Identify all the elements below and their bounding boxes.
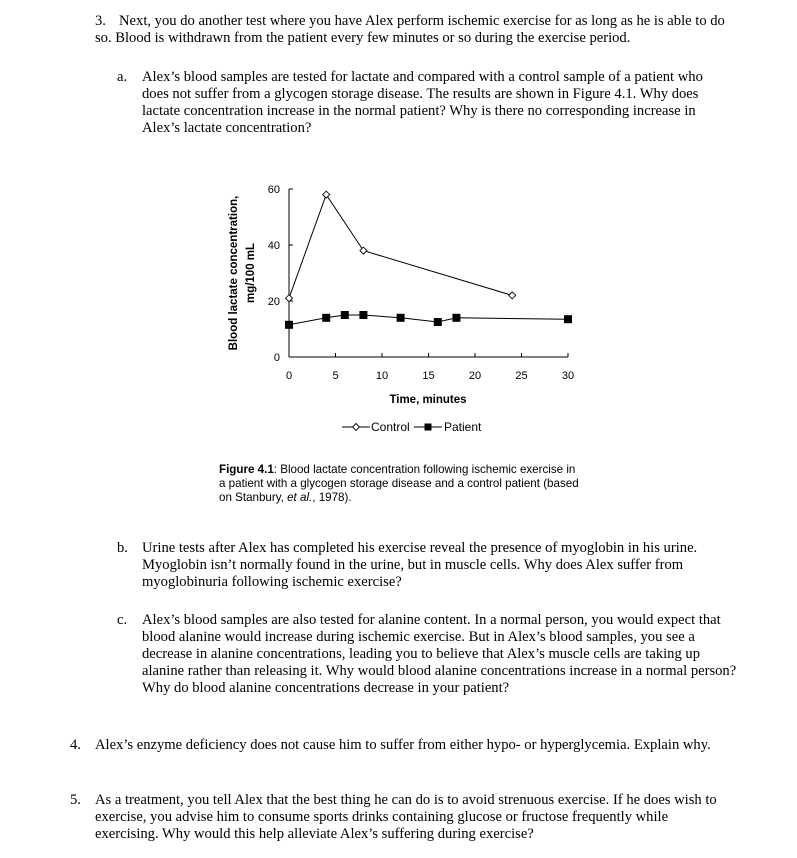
question-5-text: As a treatment, you tell Alex that the best thing he can do is to avoid strenuous exercise. If he does wish to exercise, you advise him to consume sports drinks containing glucose or fructose frequently while exercising. Why would this help alleviate Alex’s suffering during exercise? [95, 792, 717, 842]
question-3c-text: Alex’s blood samples are also tested for alanine content. In a normal person, you would expect that blood alanine would increase during ischemic exercise. But in Alex’s blood samples, you see a decrease in alanine concentrations, leading you to believe that Alex’s muscle cells are taking up alanine rather than releasing it. Why would blood alanine concentrations increase in a normal person? Why do blood alanine concentrations decrease in your patient? [142, 612, 737, 696]
patient-point [434, 318, 442, 326]
question-3-number: 3. [95, 13, 106, 29]
patient-point [564, 315, 572, 323]
x-axis-label: Time, minutes [389, 394, 467, 406]
y-tick-label: 40 [267, 240, 280, 252]
figure-caption-etal: et al. [287, 491, 313, 504]
legend-patient-marker [425, 424, 432, 431]
question-3c-marker: c. [117, 612, 128, 628]
control-point [509, 292, 516, 299]
figure-caption-text-2: , 1978). [312, 491, 352, 504]
x-tick-label: 0 [285, 370, 293, 382]
figure-caption-text-1: : Blood lactate concentration following ischemic exercise in a patient with a glycogen storage disease and a control patient (based on Stanbury, [219, 463, 579, 504]
chart-ticks [268, 184, 574, 382]
question-4 [70, 737, 735, 754]
question-3b-marker: b. [117, 540, 128, 556]
patient-line [289, 315, 568, 325]
question-3b [117, 540, 732, 591]
control-line [289, 195, 512, 299]
y-tick-label: 0 [273, 352, 280, 364]
chart-legend [342, 420, 482, 434]
question-3c [117, 612, 742, 697]
y-tick-label: 60 [267, 184, 280, 196]
chart-series [285, 191, 572, 329]
question-3-text: Next, you do another test where you have Alex perform ischemic exercise for as long as he is able to do so. Blood is withdrawn from the patient every few minutes or so during the exercise period. [95, 13, 725, 46]
figure-caption [219, 463, 579, 505]
series-patient [285, 311, 572, 329]
question-4-text: Alex’s enzyme deficiency does not cause him to suffer from either hypo- or hyperglycemia. Explain why. [95, 737, 711, 753]
legend-control-label: Control [371, 420, 410, 434]
patient-point [285, 321, 293, 329]
y-axis-label-line1: Blood lactate concentration, [228, 195, 240, 351]
x-tick-label: 25 [515, 370, 528, 382]
question-4-number: 4. [70, 737, 81, 753]
control-point [360, 247, 367, 254]
control-point [323, 191, 330, 198]
y-axis-label-line2: mg/100 mL [245, 242, 257, 304]
patient-point [359, 311, 367, 319]
legend-patient-label: Patient [444, 420, 482, 434]
patient-point [322, 314, 330, 322]
y-tick-label: 20 [267, 296, 280, 308]
x-tick-label: 15 [422, 370, 435, 382]
legend-control-marker [353, 424, 360, 431]
x-tick-label: 10 [375, 370, 389, 382]
chart-axes [289, 189, 568, 357]
series-control [286, 191, 516, 302]
patient-point [341, 311, 349, 319]
question-3b-text: Urine tests after Alex has completed his exercise reveal the presence of myoglobin in his urine. Myoglobin isn’t normally found in the urine, but in muscle cells. Why does Alex suffer from myoglobinuria following ischemic exercise? [142, 540, 698, 590]
question-3a-text: Alex’s blood samples are tested for lactate and compared with a control sample of a patient who does not suffer from a glycogen storage disease. The results are shown in Figure 4.1. Why does lactate concentration increase in the normal patient? Why is there no corresponding increase in Alex’s lactate concentration? [142, 69, 703, 136]
x-tick-label: 30 [561, 370, 575, 382]
question-5 [70, 792, 735, 843]
question-5-number: 5. [70, 792, 81, 808]
patient-point [397, 314, 405, 322]
figure-label: Figure 4.1 [219, 463, 274, 476]
x-tick-label: 20 [468, 370, 482, 382]
x-tick-label: 5 [332, 370, 339, 382]
patient-point [452, 314, 460, 322]
question-3a-marker: a. [117, 69, 128, 85]
